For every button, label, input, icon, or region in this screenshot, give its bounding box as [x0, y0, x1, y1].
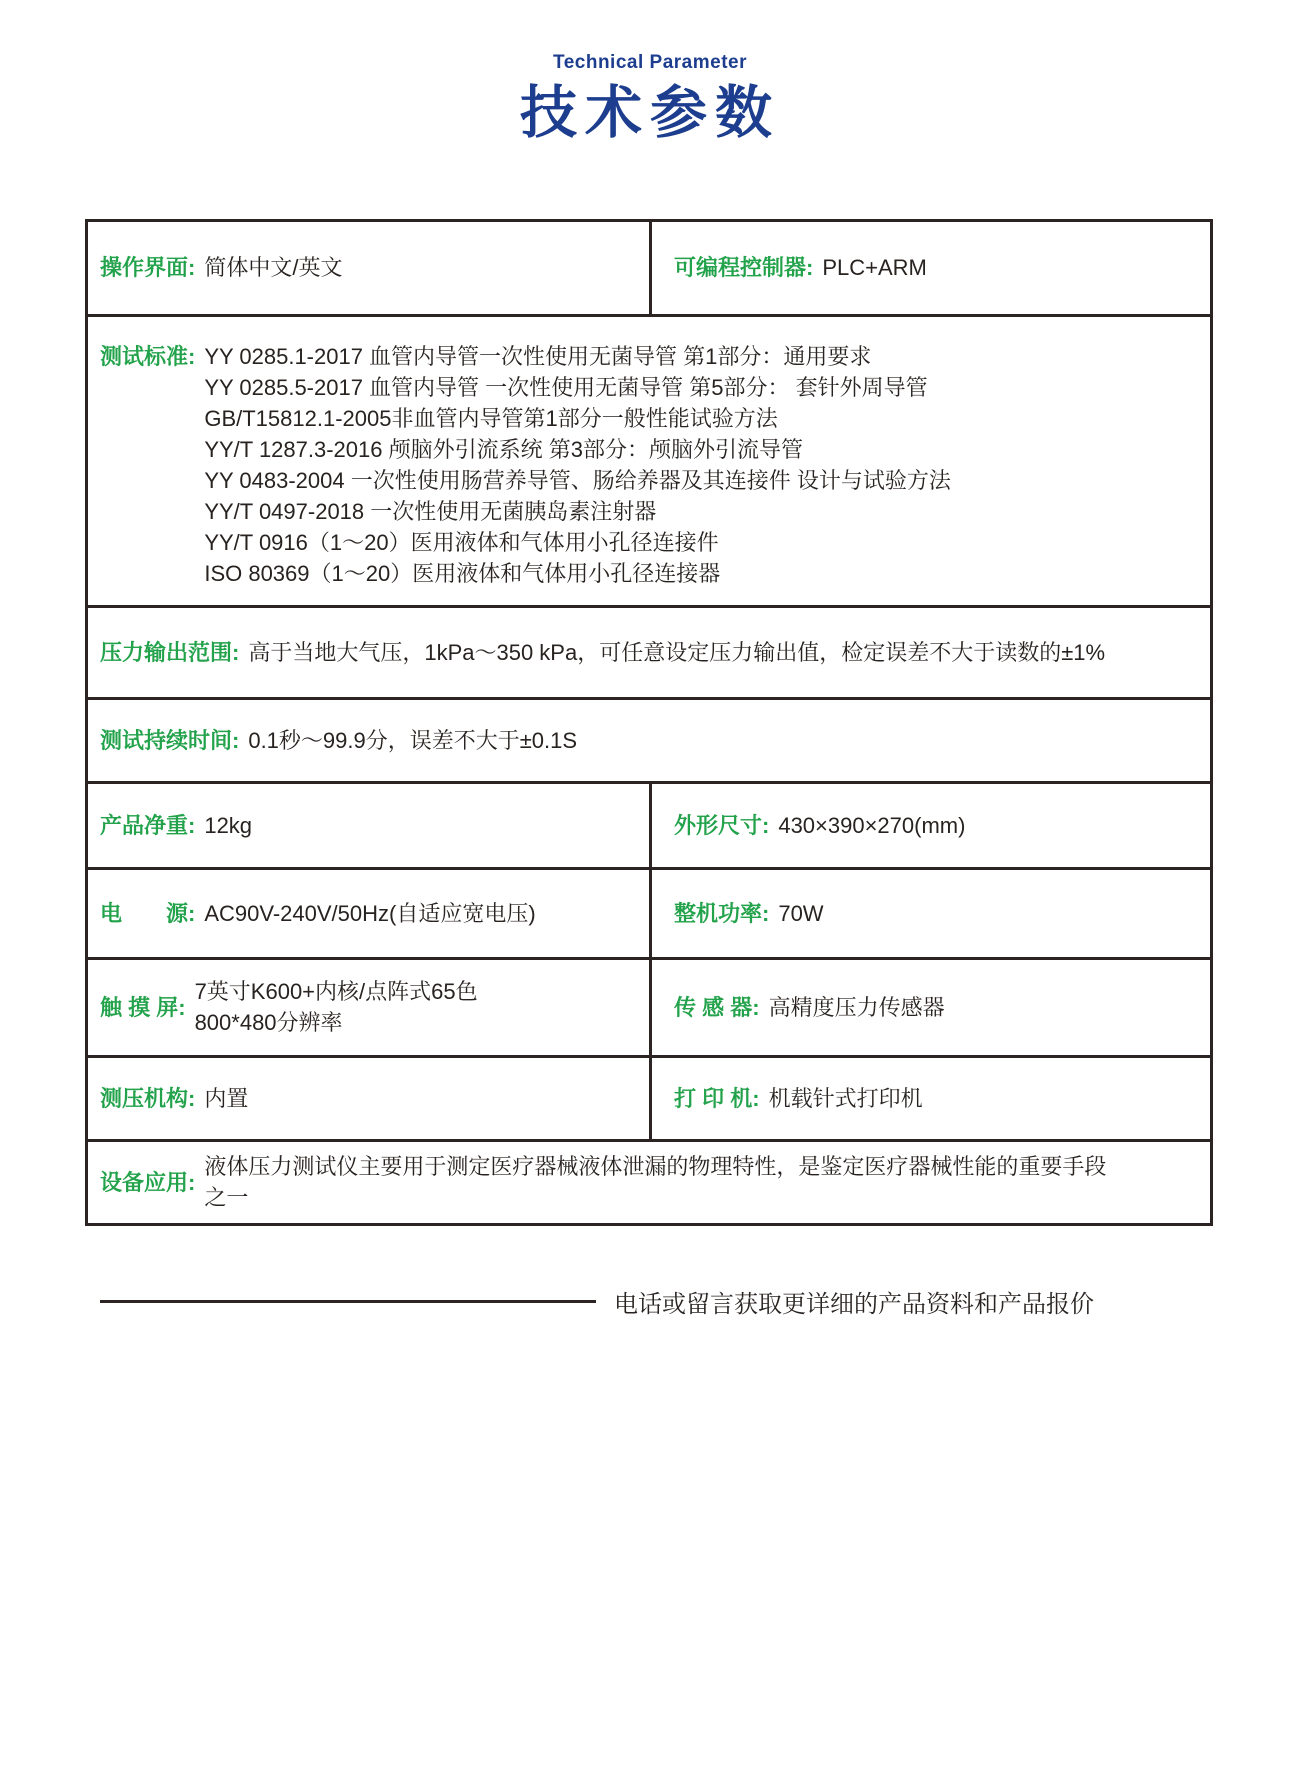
cell-total-power [649, 870, 1210, 957]
test-standards-list [204, 341, 951, 589]
row-application [88, 1139, 1210, 1223]
cell-power-supply [88, 870, 649, 957]
test-standard-line: GB/T15812.1-2005非血管内导管第1部分一般性能试验方法 [204, 405, 778, 431]
sensor-label: 传 感 器: [674, 994, 760, 1020]
net-weight-value: 12kg [204, 812, 253, 838]
row-mechanism-printer [88, 1055, 1210, 1139]
sensor-value: 高精度压力传感器 [768, 994, 945, 1020]
touch-screen-value [195, 976, 478, 1038]
cell-dimensions [649, 784, 1210, 867]
footer-note: 电话或留言获取更详细的产品资料和产品报价 [614, 1290, 1094, 1318]
row-touchscreen-sensor [88, 957, 1210, 1055]
power-supply-value: AC90V-240V/50Hz(自适应宽电压) [204, 900, 536, 926]
touch-screen-value-line1: 7英寸K600+内核/点阵式65色 [194, 979, 478, 1005]
test-standard-line: YY 0285.5-2017 血管内导管 一次性使用无菌导管 第5部分： 套针外周导管 [204, 374, 928, 400]
printer-label: 打 印 机: [674, 1085, 760, 1111]
operation-interface-value: 简体中文/英文 [204, 255, 343, 281]
cell-operation-interface [88, 222, 649, 314]
touch-screen-label: 触 摸 屏: [100, 994, 186, 1020]
test-duration-label: 测试持续时间: [100, 727, 240, 753]
row-weight-dimensions [88, 781, 1210, 867]
total-power-value: 70W [778, 900, 824, 926]
row-pressure-output-range [88, 605, 1210, 697]
cell-pressure-mechanism [88, 1058, 649, 1139]
touch-screen-value-line2: 800*480分辨率 [194, 1010, 343, 1036]
programmable-controller-label: 可编程控制器: [674, 255, 814, 281]
row-operation-interface [88, 222, 1210, 314]
cell-net-weight [88, 784, 649, 867]
cell-sensor [649, 960, 1210, 1055]
test-standard-line: YY/T 1287.3-2016 颅脑外引流系统 第3部分：颅脑外引流导管 [204, 436, 803, 462]
test-duration-value: 0.1秒～99.9分，误差不大于±0.1S [248, 727, 578, 753]
cell-test-standards [88, 317, 1210, 605]
cell-programmable-controller [649, 222, 1210, 314]
page-title: 技术参数 [520, 81, 780, 145]
test-standards-label: 测试标准: [100, 343, 196, 369]
cell-touch-screen [88, 960, 649, 1055]
test-standard-line: ISO 80369（1～20）医用液体和气体用小孔径连接器 [204, 560, 721, 586]
row-test-standards [88, 314, 1210, 605]
total-power-label: 整机功率: [674, 900, 770, 926]
pressure-mechanism-label: 测压机构: [100, 1085, 196, 1111]
cell-printer [649, 1058, 1210, 1139]
header-subtitle-en: Technical Parameter [553, 52, 747, 73]
application-label: 设备应用: [100, 1169, 196, 1195]
test-standard-line: YY/T 0916（1～20）医用液体和气体用小孔径连接件 [204, 529, 719, 555]
cell-test-duration [88, 700, 1210, 781]
operation-interface-label: 操作界面: [100, 255, 196, 281]
row-test-duration [88, 697, 1210, 781]
footer-rule [100, 1300, 596, 1303]
application-value: 液体压力测试仪主要用于测定医疗器械液体泄漏的物理特性，是鉴定医疗器械性能的重要手段之一 [204, 1154, 1107, 1211]
spec-table [85, 219, 1213, 1226]
page-footer [100, 1284, 1300, 1319]
cell-pressure-output-range [88, 608, 1210, 697]
dimensions-label: 外形尺寸: [674, 812, 770, 838]
programmable-controller-value: PLC+ARM [822, 255, 927, 281]
test-standard-line: YY 0285.1-2017 血管内导管一次性使用无菌导管 第1部分：通用要求 [204, 343, 872, 369]
test-standard-line: YY 0483-2004 一次性使用肠营养导管、肠给养器及其连接件 设计与试验方法 [204, 467, 951, 493]
dimensions-value: 430×390×270(mm) [778, 812, 966, 838]
net-weight-label: 产品净重: [100, 812, 196, 838]
test-standard-line: YY/T 0497-2018 一次性使用无菌胰岛素注射器 [204, 498, 657, 524]
pressure-output-range-label: 压力输出范围: [100, 639, 240, 665]
page-header [0, 0, 1300, 145]
row-power [88, 867, 1210, 957]
pressure-output-range-value: 高于当地大气压，1kPa～350 kPa，可任意设定压力输出值，检定误差不大于读数的±1% [248, 639, 1106, 665]
cell-application [88, 1142, 1210, 1223]
printer-value: 机载针式打印机 [768, 1085, 923, 1111]
power-supply-label: 电 源: [100, 900, 196, 926]
pressure-mechanism-value: 内置 [204, 1085, 249, 1111]
